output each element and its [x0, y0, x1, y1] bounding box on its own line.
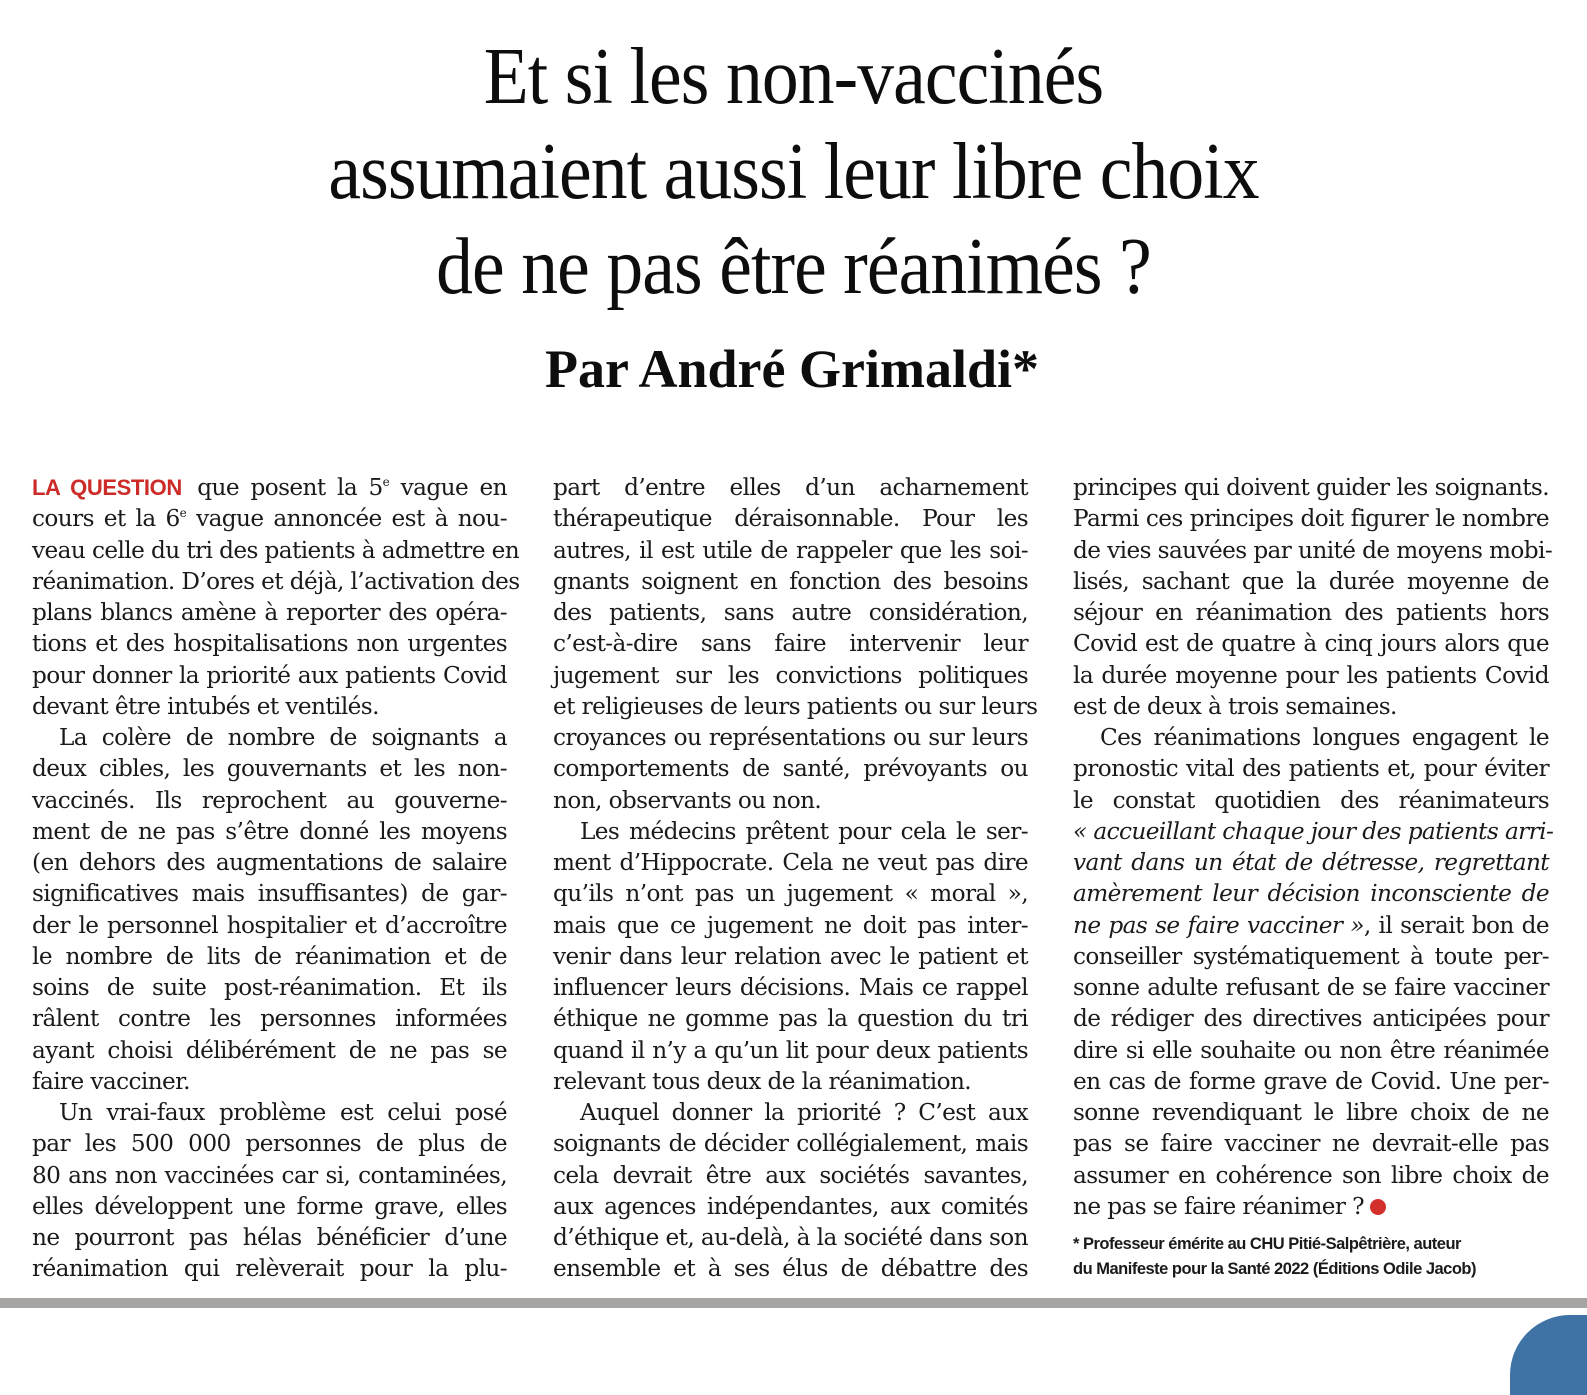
body-line: significatives mais insuffisantes) de gar-	[32, 880, 507, 908]
body-line: réanimation. D’ores et déjà, l’activation des	[32, 567, 520, 595]
floating-action-button[interactable]	[1510, 1315, 1587, 1395]
body-line: cours et la 6e vague annoncée est à nou-	[32, 505, 507, 533]
body-line: LA QUESTION que posent la 5e vague en	[32, 474, 508, 501]
body-line: le constat quotidien des réanimateurs	[1073, 786, 1549, 814]
body-line: pas se faire vacciner ne devrait-elle pas	[1073, 1130, 1549, 1158]
body-line: ayant choisi délibérément de ne pas se	[32, 1036, 507, 1064]
body-line: relevant tous deux de la réanimation.	[553, 1067, 972, 1095]
body-line: séjour en réanimation des patients hors	[1073, 599, 1549, 626]
body-line: soignants de décider collégialement, mais	[553, 1130, 1028, 1158]
body-line: autres, il est utile de rappeler que les soi-	[553, 536, 1028, 564]
article-byline: Par André Grimaldi*	[545, 339, 1039, 399]
body-line: la durée moyenne pour les patients Covid	[1073, 661, 1549, 689]
body-line: non, observants ou non.	[553, 786, 822, 814]
body-line: c’est-à-dire sans faire intervenir leur	[553, 630, 1028, 658]
body-line: et religieuses de leurs patients ou sur leurs	[553, 692, 1038, 720]
body-line: ne pas se faire réanimer ?	[1073, 1191, 1549, 1222]
body-line: assumer en cohérence son libre choix de	[1073, 1161, 1549, 1189]
body-line: sonne adulte refusant de se faire vacciner	[1073, 974, 1549, 1001]
body-line: mais que ce jugement ne doit pas inter-	[553, 911, 1028, 939]
body-line: réanimation qui relèverait pour la plu-	[32, 1255, 507, 1283]
article-column-3	[1073, 472, 1554, 1222]
body-line: tions et des hospitalisations non urgentes	[32, 630, 507, 658]
body-line: Covid est de quatre à cinq jours alors que	[1073, 630, 1549, 658]
body-line: aux agences indépendantes, aux comités	[553, 1192, 1028, 1220]
body-line: part d’entre elles d’un acharnement	[553, 474, 1028, 501]
body-line: de rédiger des directives anticipées pour	[1073, 1005, 1549, 1033]
body-line: der le personnel hospitalier et d’accroître	[32, 911, 507, 939]
body-line: en cas de forme grave de Covid. Une per-	[1073, 1067, 1549, 1095]
body-line: pour donner la priorité aux patients Covid	[32, 661, 507, 689]
article-column-2	[553, 472, 1038, 1285]
body-line: ment d’Hippocrate. Cela ne veut pas dire	[553, 849, 1028, 876]
body-line: comportements de santé, prévoyants ou	[553, 755, 1028, 783]
body-line: devant être intubés et ventilés.	[32, 692, 379, 720]
body-line: (en dehors des augmentations de salaire	[32, 849, 507, 876]
headline-line: de ne pas être réanimés ?	[436, 223, 1151, 311]
body-line: pronostic vital des patients et, pour éviter	[1073, 755, 1549, 783]
body-line: influencer leurs décisions. Mais ce rappel	[553, 974, 1028, 1001]
headline-line: assumaient aussi leur libre choix	[328, 128, 1259, 216]
body-line: principes qui doivent guider les soignants.	[1073, 474, 1549, 501]
body-line: croyances ou représentations ou sur leurs	[553, 724, 1028, 751]
body-line: vaccinés. Ils reprochent au gouverne-	[32, 786, 507, 814]
article-column-1	[32, 472, 520, 1285]
body-line: ment de ne pas s’être donné les moyens	[32, 817, 507, 845]
body-line: ne pourront pas hélas bénéficier d’une	[32, 1224, 507, 1251]
body-line: soins de suite post-réanimation. Et ils	[32, 974, 507, 1001]
body-line: qu’ils n’ont pas un jugement « moral »,	[553, 880, 1028, 908]
body-line: ensemble et à ses élus de débattre des	[553, 1255, 1028, 1283]
article-headline	[63, 30, 1523, 315]
body-line: Parmi ces principes doit figurer le nombre	[1073, 505, 1549, 533]
body-line: deux cibles, les gouvernants et les non-	[32, 755, 507, 783]
body-line: 80 ans non vaccinées car si, contaminées,	[32, 1161, 507, 1189]
body-line: lisés, sachant que la durée moyenne de	[1073, 567, 1549, 595]
body-line: par les 500 000 personnes de plus de	[32, 1130, 507, 1158]
body-line: sonne revendiquant le libre choix de ne	[1073, 1099, 1549, 1126]
body-line: Auquel donner la priorité ? C’est aux	[580, 1099, 1028, 1126]
body-line: Les médecins prêtent pour cela le ser-	[580, 817, 1028, 845]
quote-fragment: ne pas se faire vacciner »	[1073, 911, 1364, 939]
body-line: thérapeutique déraisonnable. Pour les	[553, 505, 1028, 533]
body-line: elles développent une forme grave, elles	[32, 1192, 507, 1220]
quote-line: vant dans un état de détresse, regrettant	[1073, 849, 1549, 876]
body-line: plans blancs amène à reporter des opéra-	[32, 599, 507, 626]
headline-line: Et si les non-vaccinés	[483, 33, 1104, 121]
body-line: veau celle du tri des patients à admettre en	[32, 536, 520, 564]
body-line: des patients, sans autre considération,	[553, 599, 1028, 626]
body-line: quand il n’y a qu’un lit pour deux patients	[553, 1036, 1028, 1064]
body-line: dire si elle souhaite ou non être réanimée	[1073, 1036, 1549, 1064]
body-line: râlent contre les personnes informées	[32, 1005, 507, 1033]
body-line: d’éthique et, au-delà, à la société dans son	[553, 1224, 1028, 1251]
body-line: La colère de nombre de soignants a	[59, 724, 507, 751]
body-line: éthique ne gomme pas la question du tri	[553, 1005, 1028, 1033]
quote-line: « accueillant chaque jour des patients arri-	[1073, 817, 1554, 845]
bottom-divider	[0, 1298, 1587, 1308]
body-line: Ces réanimations longues engagent le	[1100, 724, 1549, 751]
body-line: de vies sauvées par unité de moyens mobi-	[1073, 536, 1553, 564]
body-line: venir dans leur relation avec le patient et	[553, 942, 1028, 970]
footnote-line: * Professeur émérite au CHU Pitié-Salpêtrière, auteur	[1073, 1235, 1461, 1253]
body-line: ne pas se faire vacciner », il serait bon de	[1073, 911, 1549, 939]
author-footnote	[1073, 1232, 1553, 1282]
body-line: jugement sur les convictions politiques	[553, 661, 1028, 689]
body-line: Un vrai-faux problème est celui posé	[59, 1099, 507, 1126]
quote-line: amèrement leur décision inconsciente de	[1073, 880, 1549, 908]
end-of-article-dot-icon	[1370, 1199, 1386, 1215]
footnote-line: du Manifeste pour la Santé 2022 (Éditions Odile Jacob)	[1073, 1260, 1477, 1278]
kicker-label: LA QUESTION	[32, 475, 182, 500]
body-line: gnants soignent en fonction des besoins	[553, 567, 1028, 595]
body-line: le nombre de lits de réanimation et de	[32, 942, 507, 970]
body-line: faire vacciner.	[32, 1067, 190, 1095]
body-line: cela devrait être aux sociétés savantes,	[553, 1161, 1028, 1189]
body-line: conseiller systématiquement à toute per-	[1073, 942, 1549, 970]
body-line: est de deux à trois semaines.	[1073, 692, 1397, 720]
